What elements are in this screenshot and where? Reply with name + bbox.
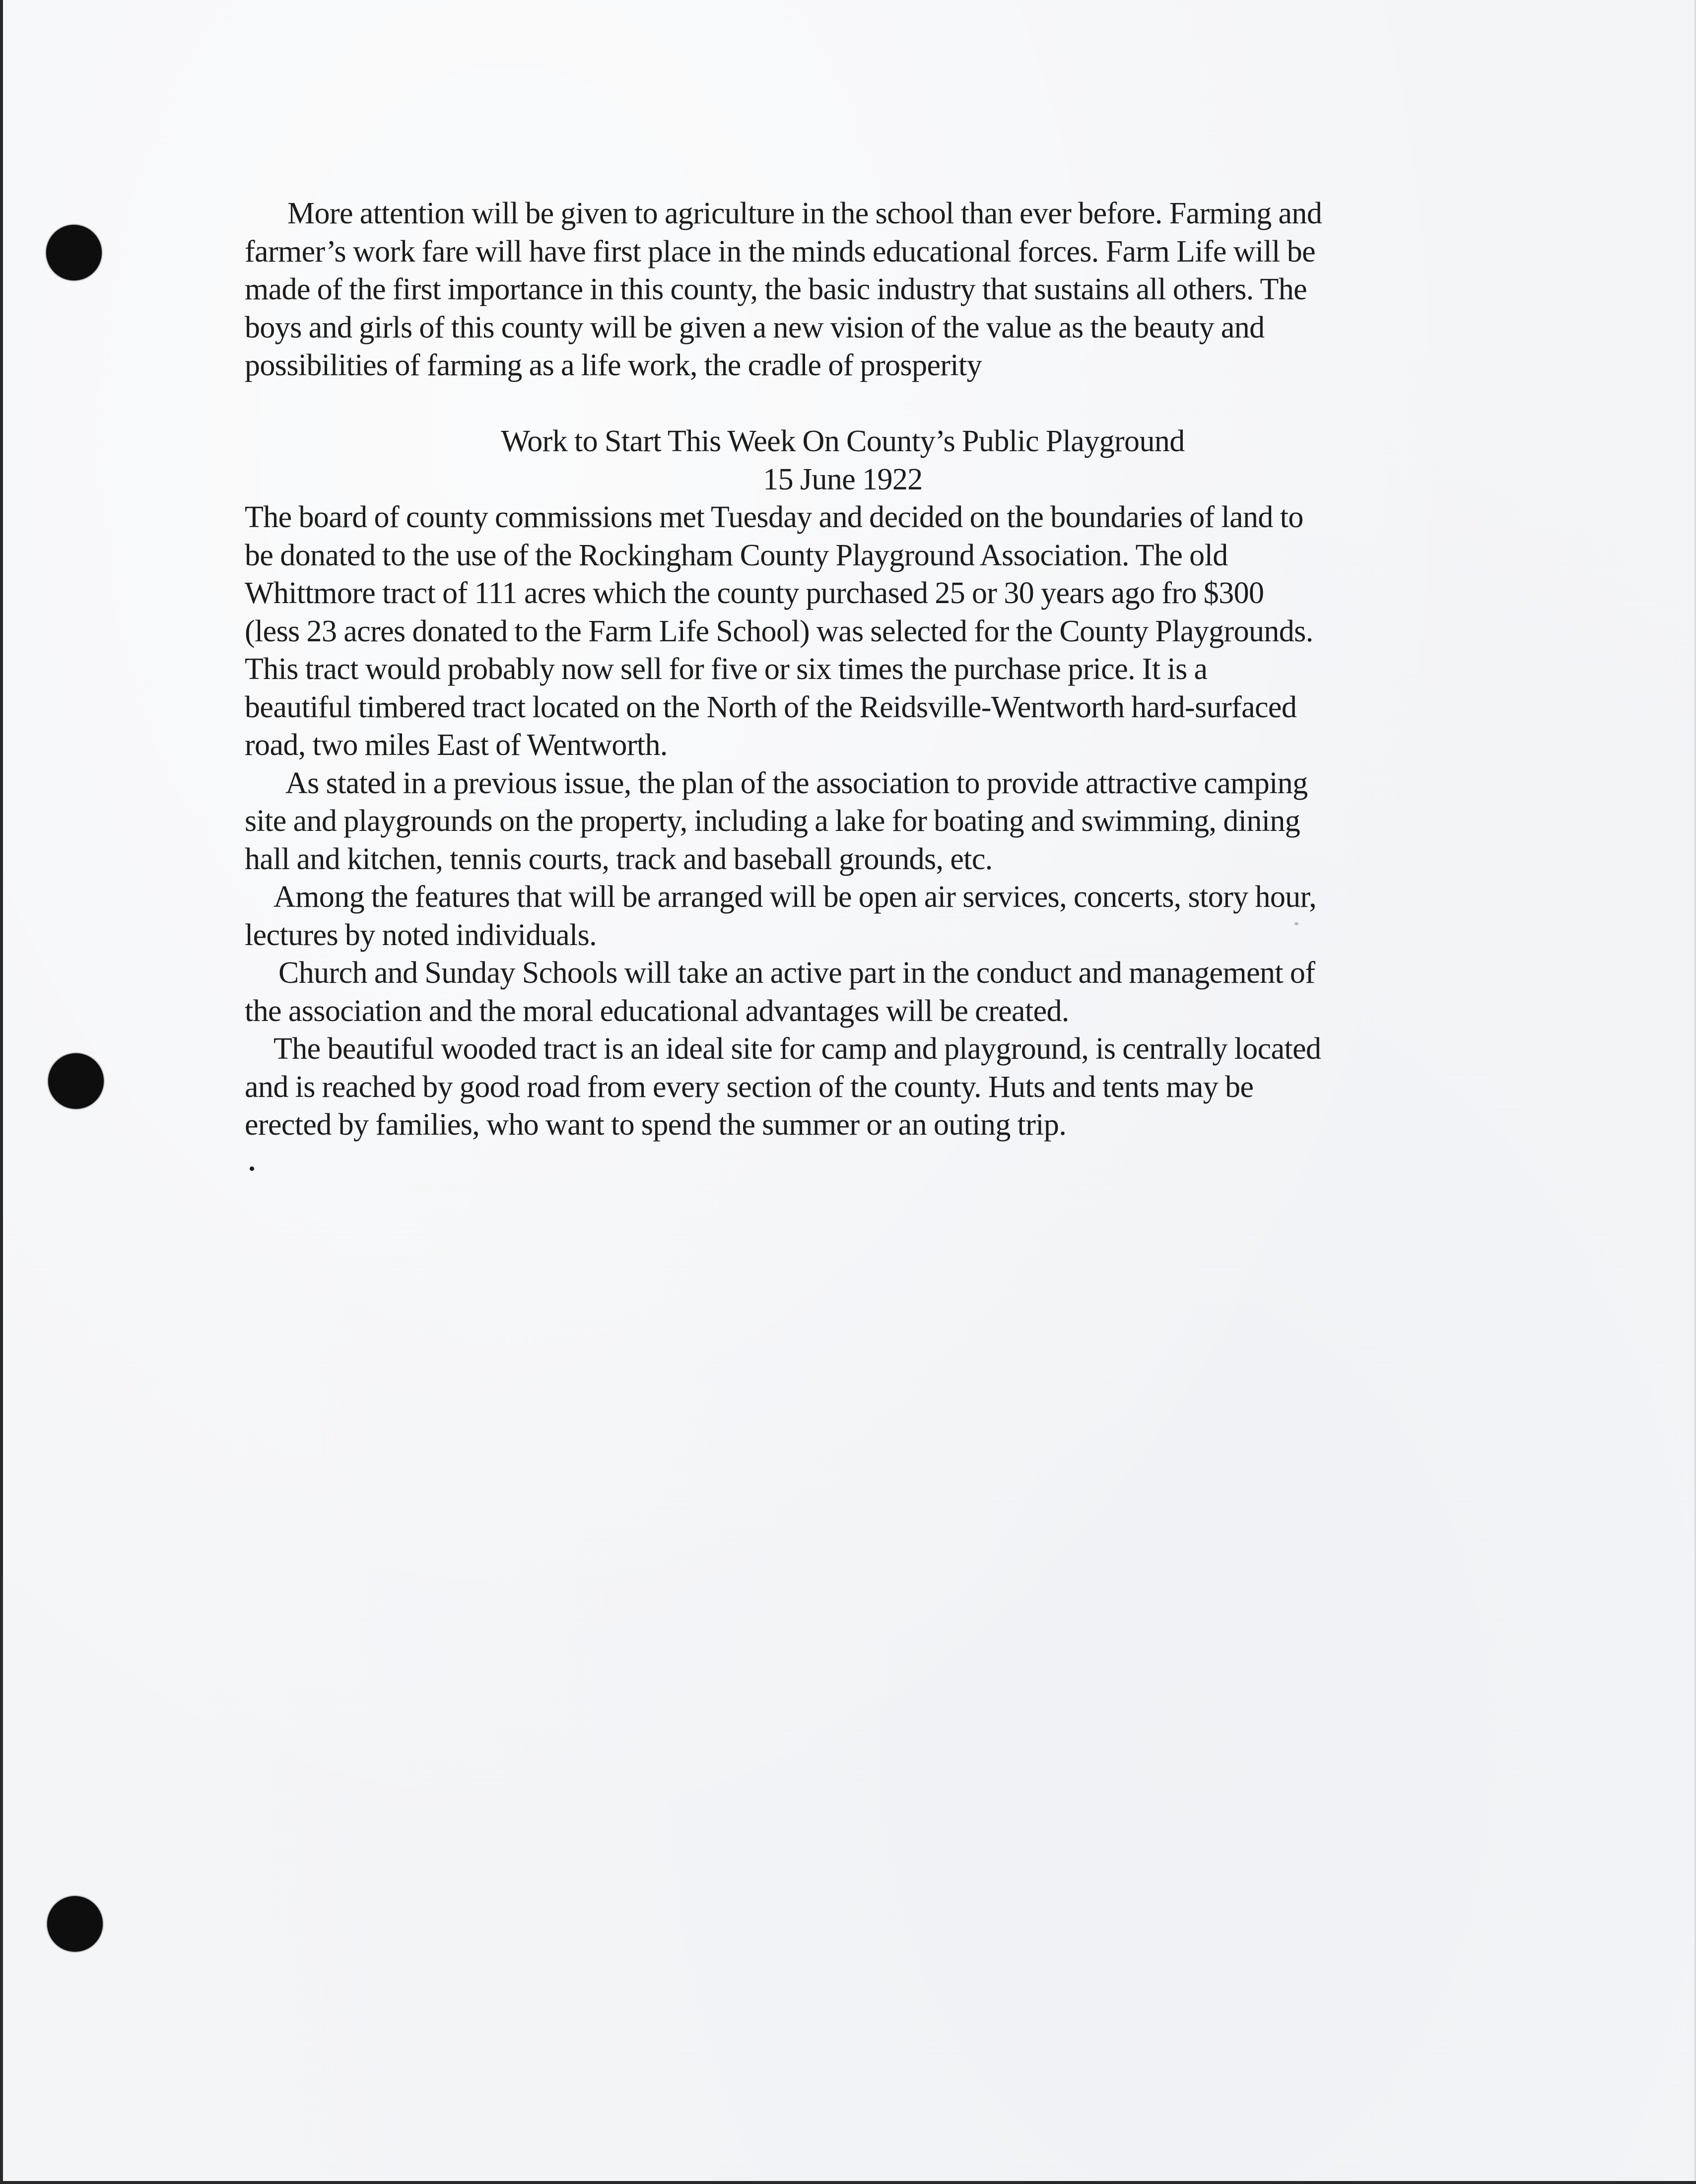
text-line: possibilities of farming as a life work, the cradle of prosperity [245,348,982,382]
text-line: The board of county commissions met Tuesday and decided on the boundaries of land to [245,500,1303,534]
article-headline: Work to Start This Week On County’s Public Playground [501,424,1185,458]
text-line: and is reached by good road from every section of the county. Huts and tents may be [245,1070,1254,1104]
hole-punch-middle [48,1053,104,1109]
text-line: As stated in a previous issue, the plan of the association to provide attractive camping [285,766,1308,800]
hole-punch-top [46,225,102,280]
article-date: 15 June 1922 [763,462,923,496]
text-line: site and playgrounds on the property, including a lake for boating and swimming, dining [245,804,1300,838]
text-line: Church and Sunday Schools will take an active part in the conduct and management of [278,956,1315,990]
article-paragraph-3 [245,878,1441,954]
text-line: (less 23 acres donated to the Farm Life School) was selected for the County Playgrounds. [245,614,1313,648]
text-line: beautiful timbered tract located on the North of the Reidsville-Wentworth hard-surfaced [245,690,1297,724]
text-line: farmer’s work fare will have first place in the minds educational forces. Farm Life will be [245,234,1316,269]
article-paragraph-5 [245,1030,1441,1144]
text-line: Whittmore tract of 111 acres which the county purchased 25 or 30 years ago fro $300 [245,576,1264,610]
page-edge-left [0,0,3,2184]
text-line: lectures by noted individuals. [245,918,597,952]
intro-paragraph [245,195,1441,385]
article-paragraph-1 [245,498,1441,764]
article-paragraph-4 [245,954,1441,1030]
text-line: boys and girls of this county will be given a new vision of the value as the beauty and [245,310,1265,344]
text-line: be donated to the use of the Rockingham County Playground Association. The old [245,538,1228,572]
trailing-period-mark [250,1166,254,1171]
article-paragraph-2 [245,764,1441,879]
text-line: This tract would probably now sell for five or six times the purchase price. It is a [245,652,1208,686]
text-line: hall and kitchen, tennis courts, track and baseball grounds, etc. [245,842,993,876]
page-edge-bottom [0,2181,1696,2184]
spacer [245,385,1441,423]
text-line: The beautiful wooded tract is an ideal site for camp and playground, is centrally located [273,1032,1321,1066]
text-line: made of the first importance in this county, the basic industry that sustains all others. The [245,273,1307,306]
text-line: More attention will be given to agriculture in the school than ever before. Farming and [287,197,1322,230]
text-line: the association and the moral educational advantages will be created. [245,994,1069,1028]
text-line: Among the features that will be arranged will be open air services, concerts, story hour, [273,880,1317,914]
text-line: road, two miles East of Wentworth. [245,728,668,762]
hole-punch-bottom [47,1896,103,1952]
document-body [245,195,1441,1144]
article [245,422,1441,1144]
text-line: erected by families, who want to spend the summer or an outing trip. [245,1108,1067,1142]
